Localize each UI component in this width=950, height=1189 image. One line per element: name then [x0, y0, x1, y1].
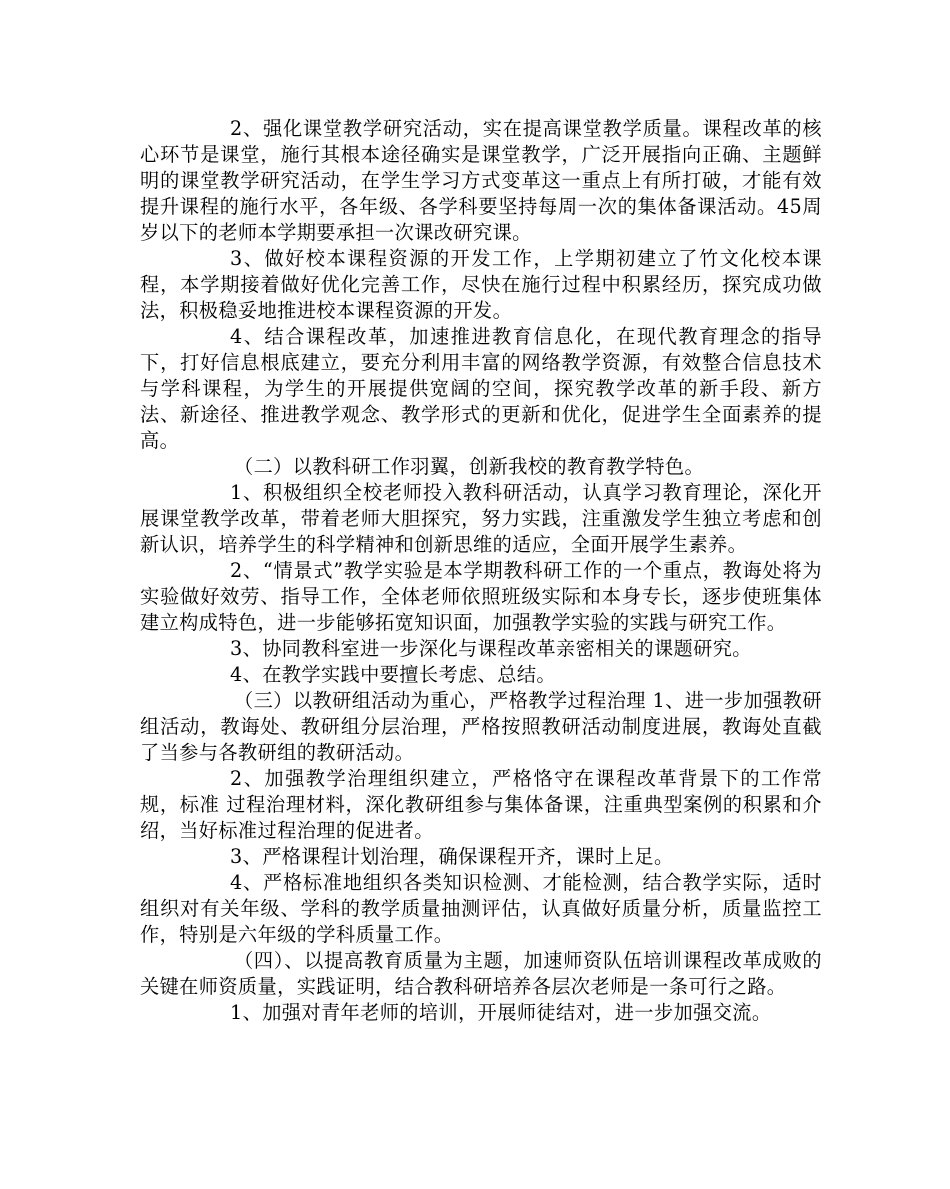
paragraph-4: 1、积极组织全校老师投入教科研活动，认真学习教育理论，深化开展课堂教学改革，带着老师大胆探究，努力实践，注重激发学生独立考虑和创新认识，培养学生的科学精神和创新思维的适应，全面开展学生素养。: [140, 481, 822, 556]
paragraph-9: 3、严格课程计划治理，确保课程开齐，课时上足。: [230, 845, 674, 868]
paragraph-8: 2、加强教学治理组织建立，严格恪守在课程改革背景下的工作常规，标准 过程治理材料，深化教研组参与集体备课，注重典型案例的积累和介绍，当好标准过程治理的促进者。: [140, 767, 822, 842]
paragraph-10: 4、严格标准地组织各类知识检测、才能检测，结合教学实际，适时组织对有关年级、学科的教学质量抽测评估，认真做好质量分析，质量监控工作，特别是六年级的学科质量工作。: [140, 871, 822, 946]
paragraph-3: 4、结合课程改革，加速推进教育信息化，在现代教育理念的指导下，打好信息根底建立，要充分利用丰富的网络教学资源，有效整合信息技术与学科课程，为学生的开展提供宽阔的空间，探究教学改革的新手段、新方法、新途径、推进教学观念、教学形式的更新和优化，促进学生全面素养的提高。: [140, 325, 822, 452]
section-heading-4: （四）、以提高教育质量为主题，加速师资队伍培训课程改革成败的关键在师资质量，实践证明，结合教科研培养各层次老师是一条可行之路。: [140, 949, 822, 998]
paragraph-2: 3、做好校本课程资源的开发工作，上学期初建立了竹文化校本课程，本学期接着做好优化完善工作，尽快在施行过程中积累经历，探究成功做法，积极稳妥地推进校本课程资源的开发。: [140, 247, 822, 322]
paragraph-6: 3、协同教科室进一步深化与课程改革亲密相关的课题研究。: [230, 637, 752, 660]
document-body: [140, 116, 822, 1026]
section-heading-3: （三）以教研组活动为重心，严格教学过程治理 1、进一步加强教研组活动，教诲处、教研组分层治理，严格按照教研活动制度进展，教诲处直截了当参与各教研组的教研活动。: [140, 689, 822, 764]
paragraph-7: 4、在教学实践中要擅长考虑、总结。: [230, 663, 557, 686]
paragraph-11: 1、加强对青年老师的培训，开展师徒结对，进一步加强交流。: [230, 1001, 772, 1024]
paragraph-1: 2、强化课堂教学研究活动，实在提高课堂教学质量。课程改革的核心环节是课堂，施行其根本途径确实是课堂教学，广泛开展指向正确、主题鲜明的课堂教学研究活动，在学生学习方式变革这一重点上有所打破，才能有效提升课程的施行水平，各年级、各学科要坚持每周一次的集体备课活动。45周岁以下的老师本学期要承担一次课改研究课。: [140, 117, 822, 244]
paragraph-5: 2、“情景式”教学实验是本学期教科研工作的一个重点，教诲处将为实验做好效劳、指导工作，全体老师依照班级实际和本身专长，逐步使班集体建立构成特色，进一步能够拓宽知识面，加强教学实验的实践与研究工作。: [140, 559, 822, 634]
section-heading-2: （二）以教科研工作羽翼，创新我校的教育教学特色。: [234, 455, 705, 478]
